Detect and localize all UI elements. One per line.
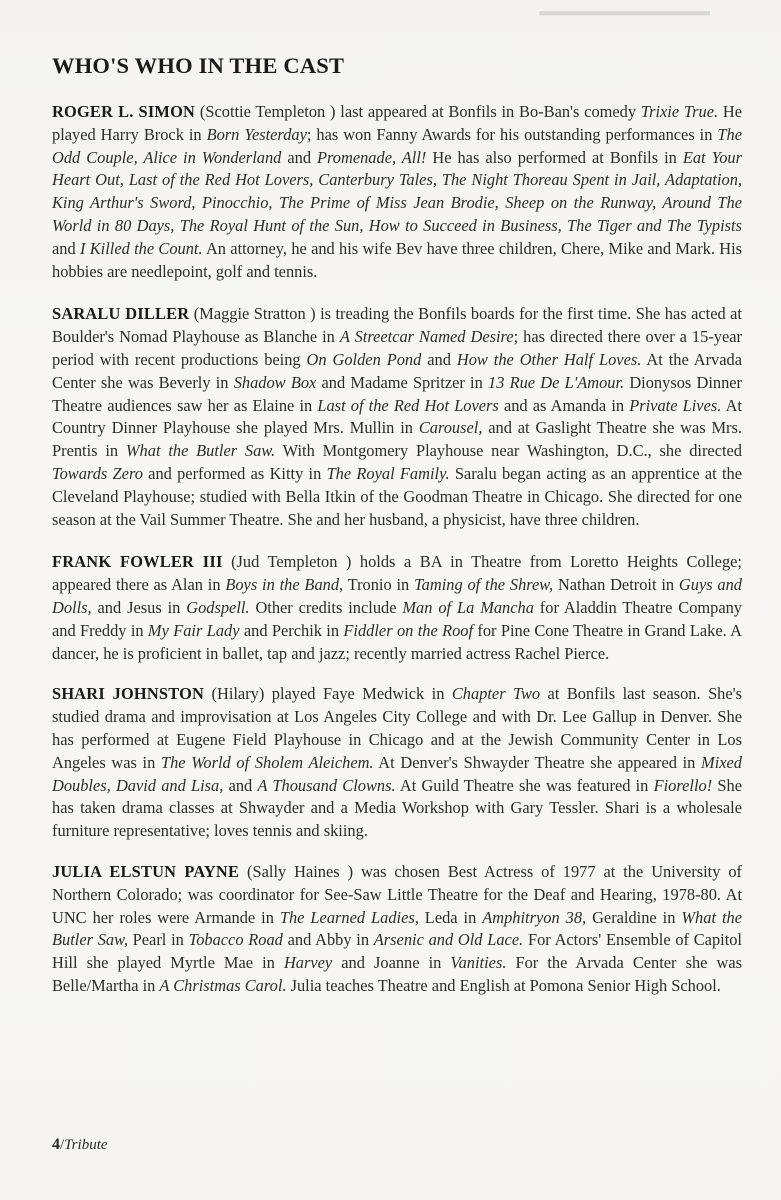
bio-text-run: Geraldine in <box>586 907 682 927</box>
production-title: Man of La Mancha <box>402 597 534 617</box>
cast-bio <box>52 303 742 531</box>
production-title: How the Other Half Loves. <box>456 349 642 369</box>
bio-text-run: For Actors' Ensemble of Capitol Hill she played Myrtle Mae in <box>52 930 742 973</box>
production-title: Godspell. <box>186 597 250 617</box>
bio-text-run: He has also performed at Bonfils in <box>426 147 683 167</box>
publication-name: Tribute <box>64 1137 108 1153</box>
bio-text-run: Dionysos Dinner Theatre audiences saw her as Elaine in <box>52 372 743 415</box>
bio-text-run: and performed as Kitty in <box>142 463 327 483</box>
cast-member-name: SHARI JOHNSTON <box>52 684 205 704</box>
bio-text-run: (Maggie Stratton ) is treading the Bonfils boards for the first time. She has acted at Boulder's Nomad Playhouse as Blanche in <box>52 304 742 347</box>
bio-text-run: Nathan Detroit in <box>553 575 679 595</box>
cast-bio <box>52 683 742 843</box>
cast-member-name: JULIA ELSTUN PAYNE <box>52 861 240 881</box>
cast-bio <box>52 551 742 665</box>
cast-section <box>52 52 742 1016</box>
bio-text-run: ; has won Fanny Awards for his outstanding performances in <box>306 124 718 144</box>
production-title: Born Yesterday <box>206 124 307 144</box>
production-title: Eat Your Heart Out, Last of the Red Hot Lovers, Canterbury Tales, The Night Thoreau Spent in Jail, Adaptation, King Arthur's Sword, Pinocchio, The Prime of Miss Jean Brodie, Sheep on the Runway, Around The World in 80 Days, The Royal Hunt of the Sun, How to Succeed in Business, The Tiger and The Typists <box>52 147 742 235</box>
production-title: A Thousand Clowns. <box>257 775 396 795</box>
bio-text-run: and <box>223 775 258 795</box>
production-title: Promenade, All! <box>317 147 427 167</box>
production-title: Fiorello! <box>653 775 713 795</box>
bio-text <box>52 102 742 281</box>
bio-text <box>52 862 742 995</box>
production-title: Fiddler on the Roof <box>343 620 474 640</box>
production-title: The World of Sholem Aleichem. <box>160 752 374 772</box>
bio-text-run: and <box>281 147 318 167</box>
bio-text-run: He played Harry Brock in <box>52 102 742 144</box>
production-title: Private Lives. <box>629 395 722 415</box>
bio-text-run: Other credits include <box>249 597 403 617</box>
bio-text-run: At the Arvada Center she was Beverly in <box>52 349 742 392</box>
cast-member-name: FRANK FOWLER III <box>52 552 223 572</box>
footer-separator: / <box>60 1137 65 1153</box>
production-title: Amphitryon 38, <box>482 907 587 927</box>
bio-text-run: and <box>52 238 80 258</box>
bio-text-run: and at Gaslight Theatre she was Mrs. Prentis in <box>52 418 742 461</box>
bio-text-run: Tronio in <box>343 575 415 595</box>
page-footer <box>52 1136 108 1154</box>
production-title: Towards Zero <box>52 463 143 483</box>
bio-text <box>52 684 742 840</box>
bio-text-run: An attorney, he and his wife Bev have three children, Chere, Mike and Mark. His hobbies are needlepoint, golf and tennis. <box>52 238 743 281</box>
bio-text-run: and Jesus in <box>91 597 187 617</box>
production-title: Harvey <box>283 953 333 973</box>
bleed-through-decoration: ▔▔▔▔▔▔▔▔▔▔ <box>540 12 710 37</box>
production-title: Boys in the Band, <box>225 575 344 595</box>
bio-text-run: and Abby in <box>282 930 374 950</box>
production-title: The Learned Ladies, <box>279 907 419 927</box>
production-title: Guys and Dolls, <box>52 575 742 617</box>
bio-text-run: for Pine Cone Theatre in Grand Lake. A dancer, he is proficient in ballet, tap and jazz; recently married actress Rachel Pierce. <box>52 620 742 663</box>
production-title: 13 Rue De L'Amour. <box>488 372 625 392</box>
production-title: Taming of the Shrew, <box>414 575 554 595</box>
bio-text-run: and <box>421 349 457 369</box>
bio-text-run: At Denver's Shwayder Theatre she appeared in <box>373 752 702 772</box>
production-title: Last of the Red Hot Lovers <box>317 395 499 415</box>
production-title: On Golden Pond <box>306 349 422 369</box>
production-title: The Royal Family. <box>326 463 450 483</box>
production-title: Mixed Doubles, David and Lisa, <box>52 752 742 795</box>
bio-text-run: Pearl in <box>127 930 189 950</box>
production-title: The Odd Couple, Alice in Wonderland <box>52 124 742 167</box>
production-title: Carousel, <box>418 418 483 438</box>
bio-text-run: (Jud Templeton ) holds a BA in Theatre from Loretto Heights College; appeared there as Alan in <box>52 552 742 595</box>
bio-text-run: and as Amanda in <box>498 395 630 415</box>
cast-member-name: SARALU DILLER <box>52 304 190 324</box>
page-title: WHO'S WHO IN THE CAST <box>52 53 345 78</box>
bio-text-run: and Madame Spritzer in <box>316 372 488 392</box>
bio-text-run: and Perchik in <box>239 620 344 640</box>
bio-text-run: She has taken drama classes at Shwayder and a Media Workshop with Gary Tessler. Shari is a wholesale furniture representative; loves tennis and skiing. <box>52 775 742 841</box>
bio-text-run: (Sally Haines ) was chosen Best Actress of 1977 at the University of Northern Colorado; was coordinator for See-Saw Little Theatre for the Deaf and Hearing, 1978-80. At UNC her roles were Armande in <box>52 861 743 927</box>
production-title: Shadow Box <box>233 372 317 392</box>
bio-text-run: (Hilary) played Faye Medwick in <box>204 684 452 704</box>
page-number: 4 <box>52 1136 60 1153</box>
bio-text-run: For the Arvada Center she was Belle/Martha in <box>52 953 742 995</box>
bio-text-run: Saralu began acting as an apprentice at the Cleveland Playhouse; studied with Bella Itkin of the Goodman Theatre in Chicago. She directed for one season at the Vail Summer Theatre. She and her husband, a physicist, have three children. <box>52 463 742 529</box>
cast-bio <box>52 101 742 283</box>
production-title: Arsenic and Old Lace. <box>373 930 524 950</box>
production-title: I Killed the Count. <box>79 238 203 258</box>
bio-text <box>52 304 742 528</box>
production-title: Trixie True. <box>640 102 719 121</box>
bio-text-run: for Aladdin Theatre Company and Freddy in <box>52 597 742 640</box>
bio-text-run: at Bonfils last season. She's studied drama and improvisation at Los Angeles City College and with Dr. Lee Gallup in Denver. She has performed at Eugene Field Playhouse in Chicago and at the Jewish Community Center in Los Angeles was in <box>52 684 742 772</box>
production-title: A Christmas Carol. <box>159 975 287 995</box>
production-title: Tobacco Road <box>188 930 283 950</box>
production-title: My Fair Lady <box>147 620 240 640</box>
production-title: What the Butler Saw. <box>125 441 276 461</box>
bio-text-run: Leda in <box>418 907 483 927</box>
bio-text-run: and Joanne in <box>332 953 451 973</box>
production-title: A Streetcar Named Desire <box>339 327 514 347</box>
bio-text-run: Julia teaches Theatre and English at Pomona Senior High School. <box>286 975 721 995</box>
bio-text-run: At Guild Theatre she was featured in <box>395 775 654 795</box>
bio-text-run: At Country Dinner Playhouse she played Mrs. Mullin in <box>52 395 742 438</box>
cast-member-name: ROGER L. SIMON <box>52 102 196 121</box>
production-title: Vanities. <box>450 953 507 973</box>
cast-bio <box>52 861 742 998</box>
production-title: What the Butler Saw, <box>52 907 742 950</box>
production-title: Chapter Two <box>451 684 541 704</box>
bio-text-run: (Scottie Templeton ) last appeared at Bonfils in Bo-Ban's comedy <box>195 102 641 121</box>
bio-text-run: With Montgomery Playhouse near Washington, D.C., she directed <box>275 441 742 461</box>
bio-text-run: ; has directed there over a 15-year period with recent productions being <box>52 327 742 369</box>
